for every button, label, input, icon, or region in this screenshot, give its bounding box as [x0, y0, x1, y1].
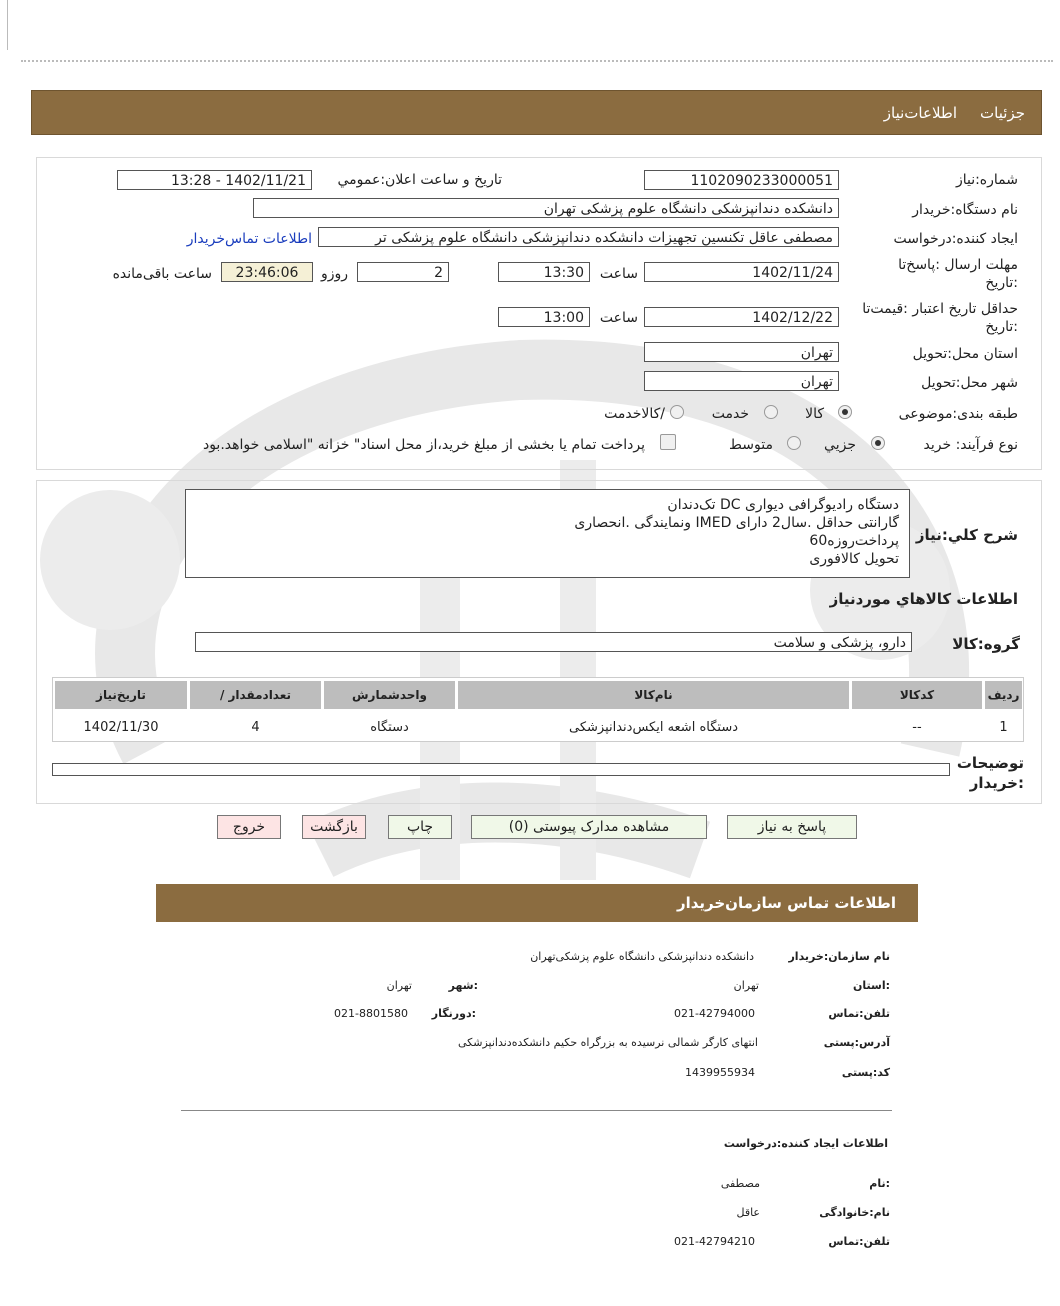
- th-row: ردیف: [985, 681, 1022, 709]
- province-label: استان محل:تحویل: [912, 346, 1018, 362]
- need-number-field: 1102090233000051: [644, 170, 839, 190]
- cell-qty: 4: [251, 720, 260, 735]
- radio-goods-label: کالا: [805, 406, 824, 422]
- family-label: نام:خانوادگی: [819, 1206, 890, 1219]
- buyer-contact-link[interactable]: اطلاعات تماس‌خریدار: [186, 231, 312, 247]
- th-qty: / تعدادمقدار: [190, 681, 321, 709]
- buyer-notes-label: توضیحات :خریدار: [956, 754, 1024, 792]
- fax-value: 021-8801580: [334, 1007, 408, 1020]
- left-border: [7, 0, 8, 50]
- radio-service-label: خدمت: [711, 406, 749, 422]
- description-line: گارانتی حداقل .سال2 دارای IMED ونمایندگی .انحصاری: [574, 515, 899, 531]
- th-name: نام‌کالا: [458, 681, 849, 709]
- phone-label: تلفن:تماس: [828, 1007, 890, 1020]
- cell-unit: دستگاه: [370, 720, 409, 735]
- print-button[interactable]: چاپ: [388, 815, 452, 839]
- province-c-label: :استان: [853, 979, 890, 992]
- description-line: پرداخت‌روزه60: [809, 533, 899, 549]
- cell-code: --: [912, 720, 922, 735]
- back-button[interactable]: بازگشت: [302, 815, 366, 839]
- days-field: 2: [357, 262, 449, 282]
- city-label: شهر محل:تحویل: [921, 375, 1018, 391]
- description-label: شرح کلي:نیاز: [915, 526, 1018, 544]
- city-field: تهران: [644, 371, 839, 391]
- validity-time-field: 13:00: [498, 307, 590, 327]
- address-value: انتهای کارگر شمالی نرسیده به بزرگراه حکیم دانشکده‌دندانپزشکی: [458, 1036, 758, 1049]
- validity-time-label: ساعت: [599, 310, 638, 326]
- announce-field: 1402/11/21 - 13:28: [117, 170, 312, 190]
- address-label: آدرس:پستی: [823, 1036, 890, 1049]
- radio-goods-service[interactable]: [670, 405, 684, 419]
- th-date: تاریخ‌نیاز: [55, 681, 187, 709]
- buyer-notes-field: [52, 763, 950, 776]
- th-unit: واحدشمارش: [324, 681, 455, 709]
- top-divider: [21, 60, 1053, 62]
- contact-divider: [181, 1110, 892, 1111]
- org-value: دانشکده دندانپزشکی دانشگاه علوم پزشکی‌تهران: [530, 950, 754, 963]
- deadline-date-field: 1402/11/24: [644, 262, 839, 282]
- process-label: نوع فرآیند: خرید: [923, 437, 1018, 453]
- creator-label: ایجاد کننده:درخواست: [893, 231, 1018, 247]
- creator-info-title: اطلاعات ایجاد کننده:درخواست: [723, 1137, 888, 1150]
- description-line: دستگاه رادیوگرافی دیواری DC تک‌دندان: [667, 497, 899, 513]
- reply-button[interactable]: پاسخ به نیاز: [727, 815, 857, 839]
- city-c-value: تهران: [386, 979, 412, 992]
- th-code: کدکالا: [852, 681, 982, 709]
- cell-date: 1402/11/30: [83, 720, 159, 735]
- validity-label: حداقل تاریخ اعتبار :قیمت‌تا :تاریخ: [862, 301, 1018, 335]
- exit-button[interactable]: خروج: [217, 815, 281, 839]
- attachments-button[interactable]: مشاهده مدارک پیوستی (0): [471, 815, 707, 839]
- buyer-org-field: دانشکده دندانپزشکی دانشگاه علوم پزشکی تهران: [253, 198, 839, 218]
- contact-title: اطلاعات تماس سازمان‌خریدار: [676, 894, 896, 912]
- validity-date-field: 1402/12/22: [644, 307, 839, 327]
- radio-goods[interactable]: [838, 405, 852, 419]
- phone-value: 021-42794000: [674, 1007, 755, 1020]
- tab-need-info[interactable]: اطلاعات‌نیاز: [883, 104, 957, 122]
- tab-details[interactable]: جزئیات: [980, 104, 1025, 122]
- family-value: عاقل: [736, 1206, 760, 1219]
- description-line: تحویل کالافوری: [809, 551, 899, 567]
- postal-label: کد:پستی: [841, 1066, 890, 1079]
- category-label: طبقه بندی:موضوعی: [898, 406, 1018, 422]
- name-label: :نام: [869, 1177, 890, 1190]
- goods-group-label: گروه:کالا: [952, 635, 1020, 653]
- payment-checkbox[interactable]: [660, 434, 676, 450]
- city-c-label: :شهر: [448, 979, 478, 992]
- deadline-label: مهلت ارسال :پاسخ‌تا :تاریخ: [898, 257, 1018, 291]
- remaining-label: ساعت باقی‌مانده: [112, 266, 212, 282]
- need-number-label: شماره:نیاز: [955, 172, 1018, 188]
- goods-section-title: اطلاعات کالاهاي موردنیاز: [829, 590, 1018, 608]
- creator-phone-label: تلفن:تماس: [828, 1235, 890, 1248]
- remaining-time-field: 23:46:06: [221, 262, 313, 282]
- province-c-value: تهران: [733, 979, 759, 992]
- creator-field: مصطفی عاقل تکنسین تجهیزات دانشکده دندانپزشکی دانشگاه علوم پزشکی تر: [318, 227, 839, 247]
- radio-goods-service-label: /کالاخدمت: [604, 406, 665, 422]
- province-field: تهران: [644, 342, 839, 362]
- cell-row: 1: [999, 720, 1008, 735]
- days-label: روزو: [320, 266, 348, 282]
- deadline-time-label: ساعت: [599, 266, 638, 282]
- payment-text: پرداخت تمام یا بخشی از مبلغ خرید،از محل اسناد" خزانه "اسلامی خواهد.بود: [202, 437, 645, 453]
- name-value: مصطفی: [720, 1177, 760, 1190]
- goods-group-field: دارو، پزشکی و سلامت: [195, 632, 912, 652]
- fax-label: :دورنگار: [431, 1007, 476, 1020]
- org-label: نام سازمان:خریدار: [788, 950, 890, 963]
- creator-phone-value: 021-42794210: [674, 1235, 755, 1248]
- radio-medium-label: متوسط: [729, 437, 773, 453]
- deadline-time-field: 13:30: [498, 262, 590, 282]
- buyer-org-label: نام دستگاه:خریدار: [912, 202, 1018, 218]
- postal-value: 1439955934: [685, 1066, 755, 1079]
- radio-service[interactable]: [764, 405, 778, 419]
- cell-name: دستگاه اشعه ایکس‌دندانپزشکی: [568, 720, 738, 735]
- contact-header: [156, 884, 918, 922]
- radio-partial[interactable]: [871, 436, 885, 450]
- radio-medium[interactable]: [787, 436, 801, 450]
- radio-partial-label: جزیي: [824, 437, 856, 453]
- header-bar: [31, 90, 1042, 135]
- description-box: [185, 489, 910, 578]
- announce-label: تاریخ و ساعت اعلان:عمومي: [337, 172, 502, 188]
